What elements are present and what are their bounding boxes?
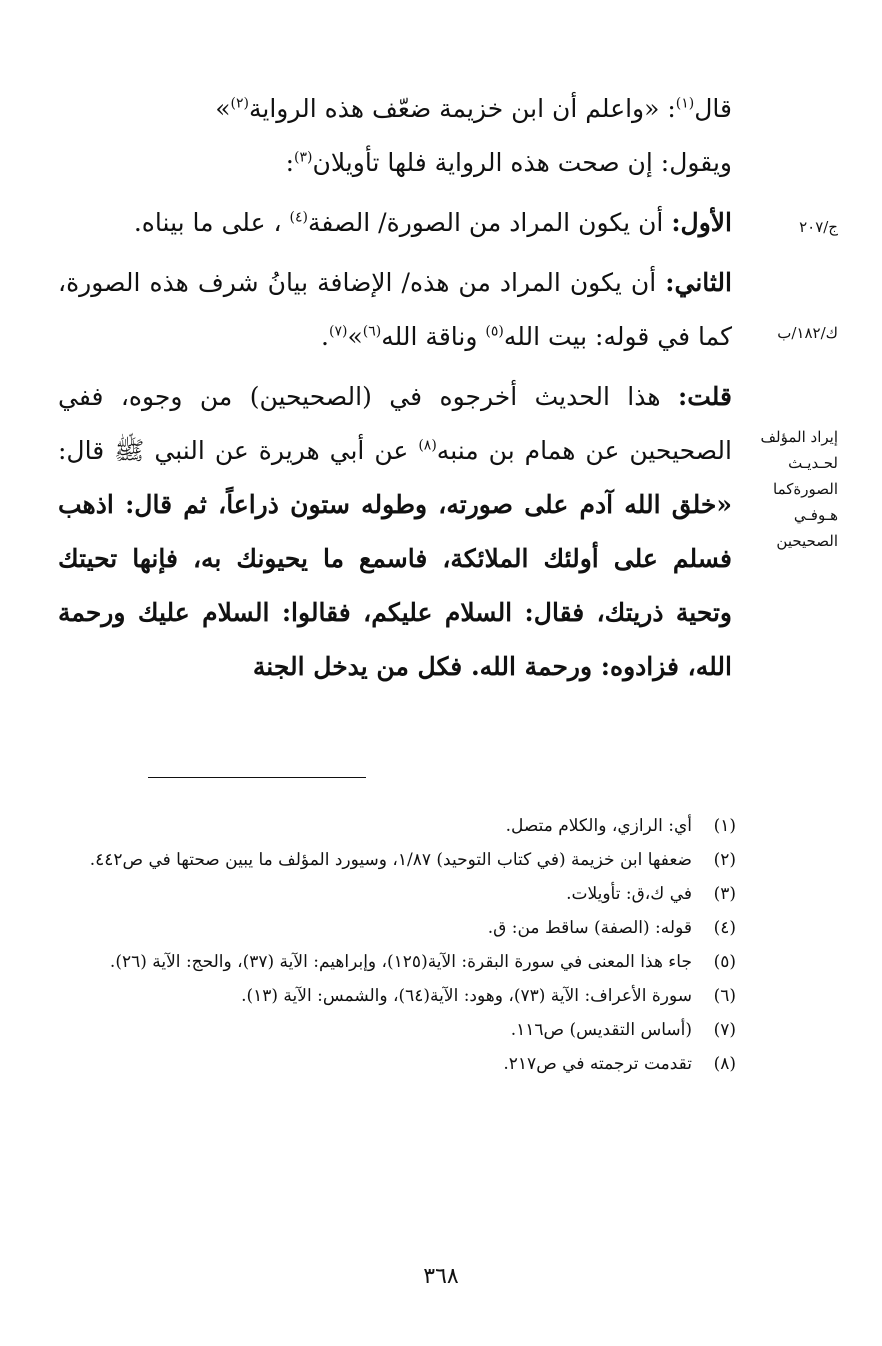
paragraph-quote: قال$^{(١)}$: «واعلم أن ابن خزيمة ضعّف هذه الرواية$^{(٢)}$» ويقول: إن صحت هذه الرواية فلها تأويلان$^{(٣)}$:	[215, 94, 732, 177]
footnote-item: (١) أي: الرازي، والكلام متصل.	[505, 816, 736, 836]
footnote-ref-5[interactable]: (٥)	[485, 323, 504, 340]
footnote-ref-1[interactable]: (١)	[675, 95, 695, 112]
paragraph-hadith: قلت: هذا الحديث أخرجوه في (الصحيحين) من وجوه، ففي الصحيحين عن همام بن منبه$^{(٨)}$ عن أبي هريرة عن النبي ﷺ قال: «خلق الله آدم على صورته، وطوله ستون ذراعاً، ثم قال: اذهب فسلم على أولئك الملائكة، فاسمع ما يحيونك به، فإنها تحيتك وتحية ذريتك، فقال: السلام عليكم، فقالوا: السلام عليك ورحمة الله، فزادوه: ورحمة الله. فكل من يدخل الجنة	[58, 382, 732, 681]
footnote-ref-4[interactable]: (٤)	[289, 209, 308, 226]
footnote-divider	[148, 777, 366, 778]
footnote-item: (٣) في ك،ق: تأويلات.	[566, 884, 736, 904]
main-text	[58, 82, 732, 700]
footnote-item: (٧) (أساس التقديس) ص١١٦.	[510, 1020, 736, 1040]
footnote-item: (٢) ضعفها ابن خزيمة (في كتاب التوحيد) ١/٨٧، وسيورد المؤلف ما يبين صحتها في ص٤٤٢.	[89, 850, 736, 870]
footnote-item: (٤) قوله: (الصفة) ساقط من: ق.	[487, 918, 736, 938]
footnote-ref-2[interactable]: (٢)	[230, 95, 249, 112]
margin-note-j207: ج/٢٠٧	[799, 218, 838, 236]
paragraph-second: الثاني: أن يكون المراد من هذه/ الإضافة بيانُ شرف هذه الصورة، كما في قوله: بيت الله$^{(٥)}$ وناقة الله$^{(٦)}$»$^{(٧)}$.	[58, 268, 732, 351]
footnote-item: (٥) جاء هذا المعنى في سورة البقرة: الآية(١٢٥)، وإبراهيم: الآية (٣٧)، والحج: الآية (٢٦).	[109, 952, 736, 972]
footnote-ref-8[interactable]: (٨)	[418, 437, 437, 454]
footnote-item: (٨) تقدمت ترجمته في ص٢١٧.	[503, 1054, 736, 1074]
hadith-text: «خلق الله آدم على صورته، وطوله ستون ذراعاً، ثم قال: اذهب فسلم على أولئك الملائكة، فاسمع ما يحيونك به، فإنها تحيتك وتحية ذريتك، فقال: السلام عليكم، فقالوا: السلام عليك ورحمة الله، فزادوه: ورحمة الله. فكل من يدخل الجنة	[58, 490, 732, 681]
margin-note-hadith-source: إيراد المؤلف لحـديـث الصورةكما هـوفـي الصحيحين	[760, 428, 838, 550]
footnote-ref-3[interactable]: (٣)	[294, 149, 313, 166]
label-qultu: قلت:	[677, 382, 732, 411]
footnote-ref-7[interactable]: (٧)	[329, 323, 348, 340]
paragraph-first: الأول: أن يكون المراد من الصورة/ الصفة$^{(٤)}$ ، على ما بيناه.	[133, 208, 732, 237]
label-first: الأول:	[671, 208, 732, 237]
footnote-ref-6[interactable]: (٦)	[362, 323, 382, 340]
page-number: ٣٦٨	[423, 1264, 459, 1289]
label-second: الثاني:	[665, 268, 732, 297]
footnotes	[56, 810, 736, 1082]
footnote-item: (٦) سورة الأعراف: الآية (٧٣)، وهود: الآية(٦٤)، والشمس: الآية (١٣).	[241, 986, 736, 1006]
margin-note-k182b: ك/١٨٢/ب	[777, 324, 838, 342]
